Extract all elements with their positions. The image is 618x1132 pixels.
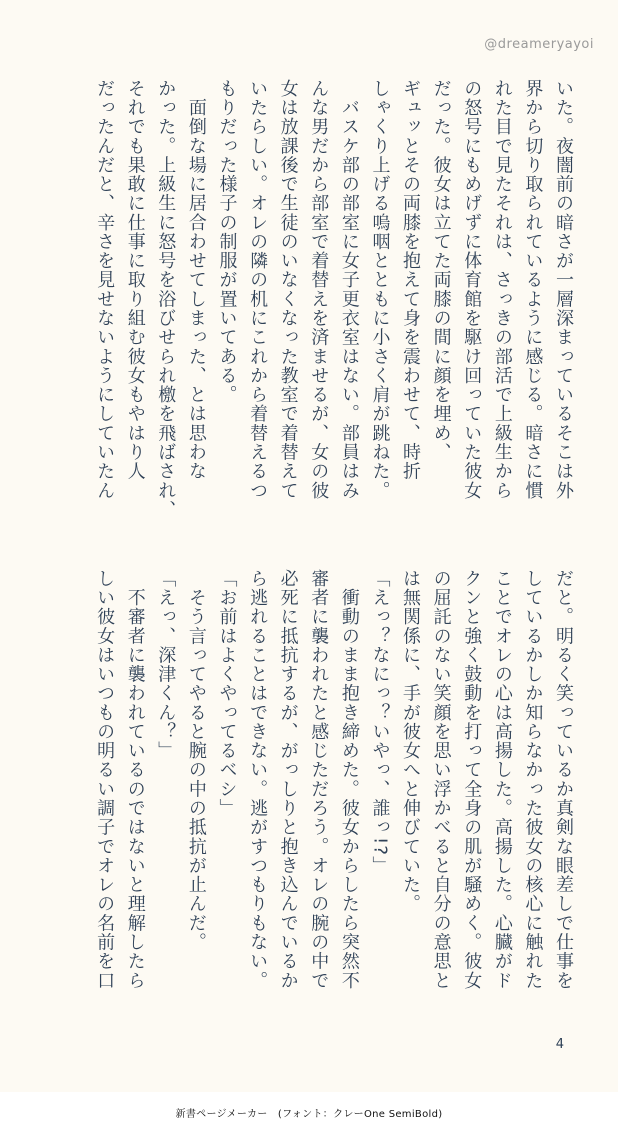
text-block-top: いた。夜闇前の暗さが一層深まっているそこは外 界から切り取られているように感じる。暗さに慣 れた目で見たそれは、さっきの部活で上級生から の怒号にもめげずに体育館を駆け回っていた彼女 だった。彼女は立てた両膝の間に顔を埋め、 ギュッとその両膝を抱えて身を震わせて、時折 しゃくり上げる嗚咽とともに小さく肩が跳ねた。 バスケ部の部室に女子更衣室はない。部員はみ んな男だから部室で着替えを済ませるが、女の彼 女は放課後で生徒のいなくなった教室で着替えて いたらしい。オレの隣の机にこれから着替えるつ もりだった様子の制服が置いてある。 面倒な場に居合わせてしまった、とは思わな かった。上級生に怒号を浴びせられ檄を飛ばされ、 それでも果敢に仕事に取り組む彼女もやはり人 だったんだと、辛さを見せないようにしていたん (94, 79, 574, 520)
author-handle: @dreameryayoi (484, 37, 594, 52)
page-number: 4 (555, 1037, 564, 1052)
footer-credit: 新書ページメーカー (フォント：クレーOne SemiBold) (175, 1108, 443, 1120)
text-block-bottom: だと。明るく笑っているか真剣な眼差しで仕事を しているかしか知らなかった彼女の核心に触れた ことでオレの心は高揚した。高揚した。心臓がド クンと強く鼓動を打って全身の肌が騒めく。彼女 の屈託のない笑顔を思い浮かべると自分の意思と は無関係に、手が彼女へと伸びていた。 「えっ？なにっ？いやっ、誰っ!?」 衝動のまま抱き締めた。彼女からしたら突然不 審者に襲われたと感じただろう。オレの腕の中で 必死に抵抗するが、がっしりと抱き込んでいるか ら逃れることはできない。逃がすつもりもない。 「お前はよくやってるベシ」 そう言ってやると腕の中の抵抗が止んだ。 「えっ、深津くん？」 不審者に襲われているのではないと理解したら しい彼女はいつもの明るい調子でオレの名前を口 (94, 569, 574, 991)
